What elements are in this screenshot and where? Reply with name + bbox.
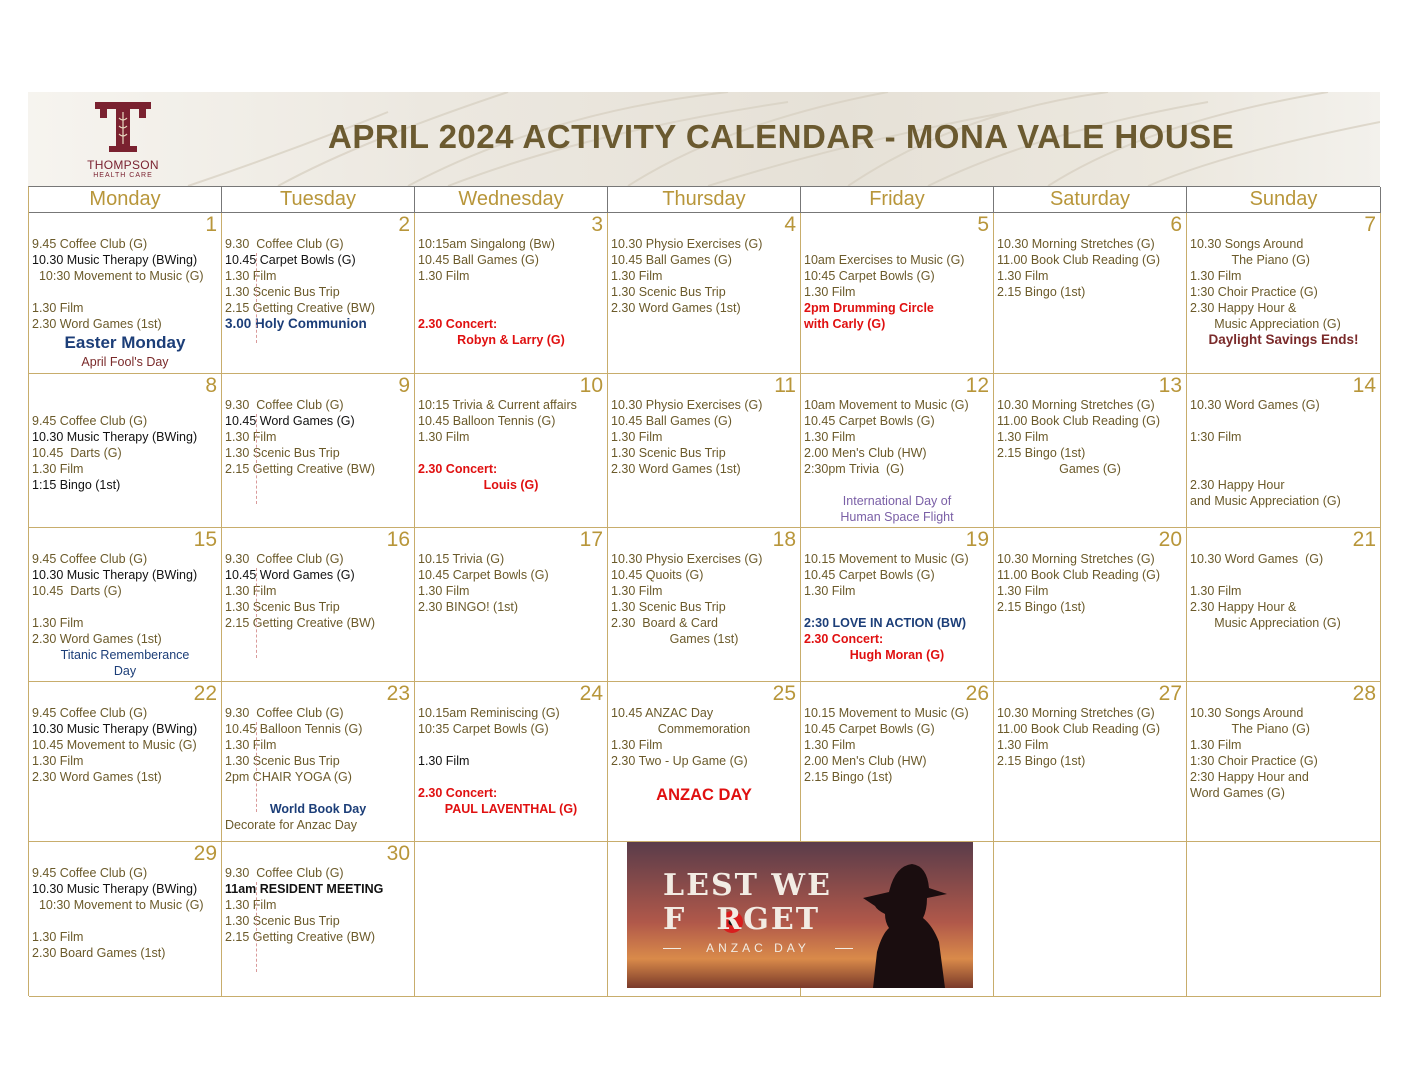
activity-item: 11.00 Book Club Reading (G): [997, 568, 1161, 582]
activity-item: 2.15 Getting Creative (BW): [225, 462, 376, 476]
activity-item: 10.45 ANZAC Day: [611, 706, 714, 720]
activity-item: [1190, 567, 1377, 583]
activity-item: 1.30 Film: [225, 269, 277, 283]
day-number: 13: [1158, 374, 1182, 397]
activity-item: 11.00 Book Club Reading (G): [997, 253, 1161, 267]
activity-item: 9.30 Coffee Club (G): [225, 237, 344, 251]
activity-item: 2.15 Bingo (1st): [804, 770, 893, 784]
activity-item: 2.00 Men's Club (HW): [804, 754, 927, 768]
activity-item: [418, 737, 604, 753]
day-cell-11: [608, 374, 801, 528]
activity-item: The Piano (G): [1190, 253, 1310, 267]
activity-item: [32, 284, 218, 300]
activity-item: 1.30 Film: [997, 430, 1049, 444]
day-cell-17: [415, 528, 608, 682]
activity-item: 2.30 Concert:: [418, 317, 498, 331]
activity-item: 2.30 Word Games (1st): [32, 317, 162, 331]
activity-list: [611, 236, 797, 316]
activity-item: 10.30 Music Therapy (BWing): [32, 722, 198, 736]
activity-item: 1.30 Scenic Bus Trip: [225, 914, 340, 928]
day-number: 9: [398, 374, 410, 397]
activity-item: 2.30 Board & Card: [611, 616, 719, 630]
activity-item: 11.00 Book Club Reading (G): [997, 414, 1161, 428]
activity-list: [418, 551, 604, 615]
dashed-guide: [256, 253, 257, 343]
day-header-wednesday: Wednesday: [415, 187, 608, 213]
dashed-guide: [256, 882, 257, 972]
activity-item: 2:30 LOVE IN ACTION (BW): [804, 616, 967, 630]
activity-item: 3.00 Holy Communion: [225, 316, 367, 331]
day-cell-29: [29, 842, 222, 997]
activity-item: 2.30 Happy Hour &: [1190, 600, 1297, 614]
activity-item: 9.45 Coffee Club (G): [32, 866, 148, 880]
day-number: 6: [1170, 213, 1182, 236]
activity-item: 2.15 Bingo (1st): [997, 754, 1086, 768]
activity-item: 1.30 Film: [611, 269, 663, 283]
activity-list: [804, 397, 990, 525]
poster-line-3: ANZAC DAY: [706, 941, 810, 955]
logo-subtitle: HEALTH CARE: [93, 172, 153, 179]
activity-item: [611, 769, 797, 785]
day-number: 19: [965, 528, 989, 551]
activity-list: [32, 236, 218, 370]
activity-item: 2.15 Getting Creative (BW): [225, 301, 376, 315]
day-cell-9: [222, 374, 415, 528]
activity-item: 10.45 Darts (G): [32, 584, 122, 598]
activity-item: 1.30 Film: [32, 930, 84, 944]
day-cell-24: [415, 682, 608, 842]
activity-item: 9.30 Coffee Club (G): [225, 398, 344, 412]
activity-item: 10.30 Physio Exercises (G): [611, 398, 763, 412]
activity-item: Decorate for Anzac Day: [225, 818, 358, 832]
activity-item: Daylight Savings Ends!: [1208, 332, 1359, 347]
activity-item: 10am Exercises to Music (G): [804, 253, 965, 267]
empty-day-cell: [994, 842, 1187, 997]
activity-item: 1:30 Choir Practice (G): [1190, 754, 1318, 768]
activity-item: 1:15 Bingo (1st): [32, 478, 121, 492]
day-number: 22: [193, 682, 217, 705]
logo-name: THOMPSON: [87, 158, 159, 172]
activity-item: 1.30 Scenic Bus Trip: [225, 600, 340, 614]
activity-list: [32, 705, 218, 785]
dashed-guide: [256, 568, 257, 658]
header-banner: [28, 92, 1380, 186]
activity-item: 10.15 Movement to Music (G): [804, 706, 969, 720]
activity-list: [225, 551, 411, 631]
day-number: 12: [965, 374, 989, 397]
activity-item: [418, 284, 604, 300]
activity-list: [611, 397, 797, 477]
activity-list: [997, 705, 1183, 769]
activity-item: [1190, 413, 1377, 429]
activity-item: 2:30 Happy Hour and: [1190, 770, 1309, 784]
activity-list: [611, 551, 797, 647]
activity-item: 10.30 Morning Stretches (G): [997, 552, 1155, 566]
activity-item: 1.30 Scenic Bus Trip: [225, 754, 340, 768]
activity-item: 10:15 Trivia & Current affairs: [418, 398, 577, 412]
activity-item: 10.30 Physio Exercises (G): [611, 552, 763, 566]
activity-item: with Carly (G): [804, 317, 886, 331]
day-cell-1: [29, 213, 222, 374]
day-cell-4: [608, 213, 801, 374]
activity-item: 2.30 Concert:: [804, 632, 884, 646]
day-cell-12: [801, 374, 994, 528]
activity-item: 10.45 Quoits (G): [611, 568, 704, 582]
company-logo: [78, 102, 168, 182]
activity-list: [804, 236, 990, 332]
activity-item: 2.00 Men's Club (HW): [804, 446, 927, 460]
day-number: 16: [386, 528, 410, 551]
activity-item: 11am RESIDENT MEETING: [225, 882, 384, 896]
page-title: APRIL 2024 ACTIVITY CALENDAR - MONA VALE HOUSE: [328, 118, 1235, 155]
activity-item: 10.45 Carpet Bowls (G): [225, 253, 356, 267]
activity-item: 1.30 Film: [418, 430, 470, 444]
activity-item: 10.45 Balloon Tennis (G): [418, 414, 556, 428]
day-cell-5: [801, 213, 994, 374]
day-number: 3: [591, 213, 603, 236]
activity-item: 10.15 Movement to Music (G): [804, 552, 969, 566]
day-header-thursday: Thursday: [608, 187, 801, 213]
poster-rule-right: [835, 948, 853, 949]
empty-day-cell: [415, 842, 608, 997]
activity-item: 10.30 Morning Stretches (G): [997, 706, 1155, 720]
poster-line-2: [663, 902, 820, 937]
activity-item: 1.30 Film: [32, 616, 84, 630]
activity-item: 1.30 Film: [32, 462, 84, 476]
activity-item: 10.45 Carpet Bowls (G): [418, 568, 549, 582]
activity-item: 10.45 Ball Games (G): [418, 253, 539, 267]
activity-item: 1.30 Film: [997, 269, 1049, 283]
activity-list: [225, 705, 411, 833]
activity-list: [1190, 397, 1377, 509]
activity-item: 10.30 Morning Stretches (G): [997, 237, 1155, 251]
activity-item: 10.45 Balloon Tennis (G): [225, 722, 363, 736]
activity-item: 10.45 Darts (G): [32, 446, 122, 460]
activity-item: ANZAC DAY: [656, 786, 752, 804]
day-number: 28: [1352, 682, 1376, 705]
day-number: 15: [193, 528, 217, 551]
day-cell-3: [415, 213, 608, 374]
activity-item: Easter Monday: [64, 333, 186, 352]
activity-item: [32, 913, 218, 929]
activity-item: [804, 236, 990, 252]
activity-item: 1.30 Film: [418, 584, 470, 598]
day-cell-14: [1187, 374, 1381, 528]
activity-item: Louis (G): [483, 478, 539, 492]
activity-list: [225, 236, 411, 332]
activity-item: 1.30 Film: [611, 738, 663, 752]
activity-list: [804, 551, 990, 663]
activity-item: 1:30 Choir Practice (G): [1190, 285, 1318, 299]
activity-item: 10.30 Songs Around: [1190, 237, 1304, 251]
activity-item: 2.30 Concert:: [418, 462, 498, 476]
activity-list: [611, 705, 797, 806]
day-number: 4: [784, 213, 796, 236]
poster-line-1: LEST WE: [663, 868, 832, 903]
activity-list: [1190, 236, 1377, 348]
activity-item: [804, 599, 990, 615]
activity-item: 10.30 Physio Exercises (G): [611, 237, 763, 251]
poster-line-2b: RGET: [716, 902, 821, 937]
day-cell-28: [1187, 682, 1381, 842]
day-number: 21: [1352, 528, 1376, 551]
activity-item: [418, 300, 604, 316]
activity-item: 10.15am Reminiscing (G): [418, 706, 560, 720]
activity-list: [32, 397, 218, 493]
day-number: 5: [977, 213, 989, 236]
day-cell-10: [415, 374, 608, 528]
dashed-guide: [256, 722, 257, 812]
day-number: 7: [1364, 213, 1376, 236]
activity-item: 1.30 Scenic Bus Trip: [611, 285, 726, 299]
day-number: 11: [774, 374, 796, 397]
day-cell-22: [29, 682, 222, 842]
activity-list: [997, 236, 1183, 300]
activity-item: 2.15 Getting Creative (BW): [225, 616, 376, 630]
activity-item: 1.30 Film: [997, 584, 1049, 598]
activity-item: 2pm CHAIR YOGA (G): [225, 770, 352, 784]
day-number: 20: [1158, 528, 1182, 551]
activity-item: 10.30 Music Therapy (BWing): [32, 253, 198, 267]
activity-item: 10:45 Carpet Bowls (G): [804, 269, 935, 283]
day-number: 27: [1158, 682, 1182, 705]
activity-item: 9.45 Coffee Club (G): [32, 706, 148, 720]
activity-item: 2.30 Word Games (1st): [32, 770, 162, 784]
empty-day-cell: [1187, 842, 1381, 997]
day-cell-13: [994, 374, 1187, 528]
activity-item: 10am Movement to Music (G): [804, 398, 969, 412]
activity-list: [1190, 551, 1377, 631]
activity-item: 1.30 Film: [225, 430, 277, 444]
activity-item: Music Appreciation (G): [1190, 616, 1341, 630]
activity-item: 10.30 Music Therapy (BWing): [32, 430, 198, 444]
thompson-t-logo-icon: [95, 102, 151, 152]
activity-list: [225, 397, 411, 477]
activity-item: 9.45 Coffee Club (G): [32, 414, 148, 428]
activity-item: 2.30 Board Games (1st): [32, 946, 166, 960]
activity-list: [418, 705, 604, 817]
activity-item: 10:30 Movement to Music (G): [32, 269, 204, 283]
day-cell-16: [222, 528, 415, 682]
activity-item: 2.15 Bingo (1st): [997, 285, 1086, 299]
activity-item: 10.30 Word Games (G): [1190, 398, 1320, 412]
activity-item: 2.15 Bingo (1st): [997, 600, 1086, 614]
activity-item: 1.30 Film: [418, 269, 470, 283]
lest-we-forget-poster: [627, 842, 973, 988]
activity-item: 1.30 Film: [1190, 269, 1242, 283]
activity-item: [1190, 445, 1377, 461]
activity-item: [225, 785, 411, 801]
activity-item: 1.30 Film: [997, 738, 1049, 752]
activity-item: 1.30 Film: [804, 738, 856, 752]
activity-item: Human Space Flight: [840, 510, 954, 524]
activity-list: [997, 397, 1183, 477]
activity-item: 2.30 Two - Up Game (G): [611, 754, 748, 768]
activity-item: 1.30 Film: [804, 584, 856, 598]
activity-item: and Music Appreciation (G): [1190, 494, 1341, 508]
activity-item: 1.30 Scenic Bus Trip: [611, 446, 726, 460]
day-number: 8: [205, 374, 217, 397]
activity-list: [225, 865, 411, 945]
activity-item: World Book Day: [269, 802, 367, 816]
activity-item: 10.45 Ball Games (G): [611, 414, 732, 428]
activity-item: 1.30 Film: [32, 301, 84, 315]
activity-item: Games (1st): [669, 632, 739, 646]
activity-item: 1:30 Film: [1190, 430, 1242, 444]
activity-item: Games (G): [1059, 462, 1121, 476]
day-number: 2: [398, 213, 410, 236]
day-cell-2: [222, 213, 415, 374]
activity-item: 10.45 Movement to Music (G): [32, 738, 197, 752]
day-number: 17: [579, 528, 603, 551]
activity-item: [804, 477, 990, 493]
activity-item: 2.30 Happy Hour &: [1190, 301, 1297, 315]
activity-item: 1.30 Film: [418, 754, 470, 768]
activity-item: 9.45 Coffee Club (G): [32, 237, 148, 251]
day-number: 30: [386, 842, 410, 865]
activity-item: 1.30 Scenic Bus Trip: [225, 285, 340, 299]
activity-list: [804, 705, 990, 785]
day-cell-18: [608, 528, 801, 682]
day-number: 1: [205, 213, 217, 236]
day-number: 18: [772, 528, 796, 551]
day-number: 29: [193, 842, 217, 865]
activity-list: [418, 397, 604, 493]
activity-item: [418, 445, 604, 461]
activity-item: 9.30 Coffee Club (G): [225, 706, 344, 720]
activity-item: International Day of: [842, 494, 952, 508]
activity-item: [32, 397, 218, 413]
activity-item: 2.30 BINGO! (1st): [418, 600, 519, 614]
activity-item: 9.30 Coffee Club (G): [225, 866, 344, 880]
activity-list: [1190, 705, 1377, 801]
day-number: 25: [772, 682, 796, 705]
activity-item: Commemoration: [657, 722, 751, 736]
activity-item: Day: [113, 664, 137, 678]
activity-item: 1.30 Film: [225, 898, 277, 912]
day-number: 23: [386, 682, 410, 705]
activity-item: Music Appreciation (G): [1190, 317, 1341, 331]
poster-line-2a: F: [663, 902, 687, 937]
activity-item: 10.45 Carpet Bowls (G): [804, 722, 935, 736]
activity-list: [32, 551, 218, 679]
day-header-saturday: Saturday: [994, 187, 1187, 213]
activity-item: 2pm Drumming Circle: [804, 301, 934, 315]
activity-item: 10.45 Ball Games (G): [611, 253, 732, 267]
day-header-monday: Monday: [29, 187, 222, 213]
activity-item: 10.45 Word Games (G): [225, 568, 355, 582]
day-number: 10: [579, 374, 603, 397]
activity-item: PAUL LAVENTHAL (G): [444, 802, 578, 816]
day-cell-23: [222, 682, 415, 842]
activity-item: Titanic Rememberance: [60, 648, 190, 662]
day-cell-20: [994, 528, 1187, 682]
activity-item: 1.30 Film: [611, 430, 663, 444]
activity-item: 1.30 Film: [804, 285, 856, 299]
activity-item: 1.30 Film: [1190, 584, 1242, 598]
activity-item: The Piano (G): [1190, 722, 1310, 736]
activity-list: [418, 236, 604, 348]
day-number: 26: [965, 682, 989, 705]
activity-item: Word Games (G): [1190, 786, 1285, 800]
activity-item: 2:30pm Trivia (G): [804, 462, 905, 476]
day-number: 14: [1352, 374, 1376, 397]
day-header-sunday: Sunday: [1187, 187, 1381, 213]
activity-item: 2.30 Happy Hour: [1190, 478, 1285, 492]
activity-item: 1.30 Film: [804, 430, 856, 444]
activity-item: 10.30 Word Games (G): [1190, 552, 1324, 566]
activity-item: 9.30 Coffee Club (G): [225, 552, 344, 566]
activity-item: [32, 599, 218, 615]
activity-item: 10.30 Songs Around: [1190, 706, 1304, 720]
activity-item: 1.30 Scenic Bus Trip: [225, 446, 340, 460]
activity-item: 1.30 Film: [225, 584, 277, 598]
activity-item: [1190, 461, 1377, 477]
day-cell-8: [29, 374, 222, 528]
activity-item: 1.30 Scenic Bus Trip: [611, 600, 726, 614]
activity-item: 2.30 Word Games (1st): [611, 462, 741, 476]
day-cell-25: [608, 682, 801, 842]
activity-item: 9.45 Coffee Club (G): [32, 552, 148, 566]
activity-list: [32, 865, 218, 961]
activity-list: [997, 551, 1183, 615]
activity-item: Robyn & Larry (G): [457, 333, 565, 347]
activity-item: 1.30 Film: [1190, 738, 1242, 752]
day-cell-19: [801, 528, 994, 682]
day-cell-6: [994, 213, 1187, 374]
activity-item: 2.30 Concert:: [418, 786, 498, 800]
activity-item: 2.30 Word Games (1st): [611, 301, 741, 315]
activity-item: 10:30 Movement to Music (G): [32, 898, 204, 912]
activity-item: 10.45 Word Games (G): [225, 414, 355, 428]
activity-item: 11.00 Book Club Reading (G): [997, 722, 1161, 736]
activity-item: 10.30 Morning Stretches (G): [997, 398, 1155, 412]
day-cell-15: [29, 528, 222, 682]
day-cell-30: [222, 842, 415, 997]
day-cell-26: [801, 682, 994, 842]
activity-item: 1.30 Film: [32, 754, 84, 768]
activity-item: 10:15am Singalong (Bw): [418, 237, 555, 251]
activity-item: 2.15 Bingo (1st): [997, 446, 1086, 460]
activity-item: 10.45 Carpet Bowls (G): [804, 568, 935, 582]
activity-item: 2.30 Word Games (1st): [32, 632, 162, 646]
day-cell-7: [1187, 213, 1381, 374]
activity-item: 1.30 Film: [225, 738, 277, 752]
activity-item: 10.45 Carpet Bowls (G): [804, 414, 935, 428]
day-number: 24: [579, 682, 603, 705]
day-header-friday: Friday: [801, 187, 994, 213]
day-cell-21: [1187, 528, 1381, 682]
activity-item: Hugh Moran (G): [849, 648, 945, 662]
activity-item: 10:35 Carpet Bowls (G): [418, 722, 549, 736]
activity-item: [418, 769, 604, 785]
dashed-guide: [256, 414, 257, 504]
poster-rule-left: [663, 948, 681, 949]
day-cell-27: [994, 682, 1187, 842]
activity-item: 10.30 Music Therapy (BWing): [32, 568, 198, 582]
activity-item: 10.30 Music Therapy (BWing): [32, 882, 198, 896]
activity-item: 1.30 Film: [611, 584, 663, 598]
activity-item: 10.15 Trivia (G): [418, 552, 505, 566]
activity-item: 2.15 Getting Creative (BW): [225, 930, 376, 944]
activity-item: April Fool's Day: [81, 355, 169, 369]
day-header-tuesday: Tuesday: [222, 187, 415, 213]
